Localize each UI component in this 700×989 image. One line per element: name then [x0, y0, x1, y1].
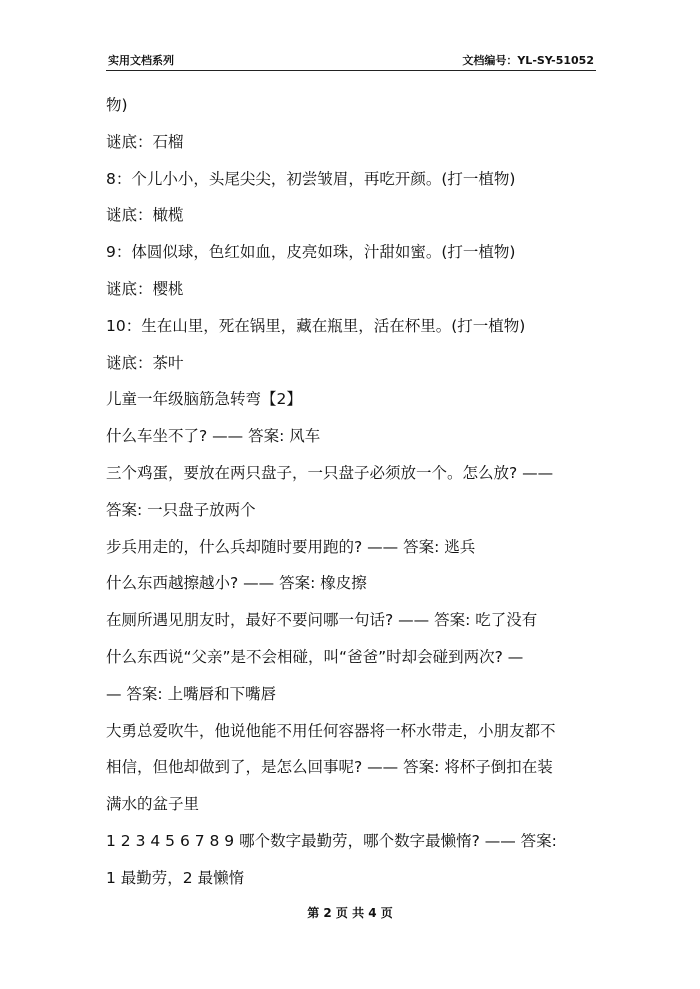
- text-line: — 答案: 上嘴唇和下嘴唇: [106, 684, 277, 703]
- document-number: 文档编号：YL-SY-51052: [462, 54, 594, 67]
- text-line: 1 2 3 4 5 6 7 8 9 哪个数字最勤劳，哪个数字最懒惰? —— 答案:: [106, 831, 557, 850]
- document-body: [106, 87, 600, 897]
- text-line: 谜底：石榴: [106, 132, 184, 151]
- text-line: 相信，但他却做到了，是怎么回事呢? —— 答案: 将杯子倒扣在装: [106, 758, 553, 777]
- text-line: 什么车坐不了? —— 答案: 风车: [106, 427, 321, 446]
- page-header: [106, 50, 596, 71]
- text-line: 谜底：橄榄: [106, 206, 184, 225]
- document-series-label: 实用文档系列: [108, 54, 174, 67]
- text-line: 10：生在山里，死在锅里，藏在瓶里，活在杯里。(打一植物): [106, 316, 526, 335]
- text-line: 三个鸡蛋，要放在两只盘子，一只盘子必须放一个。怎么放? ——: [106, 463, 554, 482]
- text-line: 谜底：茶叶: [106, 353, 184, 372]
- text-line: 满水的盆子里: [106, 795, 200, 814]
- text-line: 大勇总爱吹牛，他说他能不用任何容器将一杯水带走，小朋友都不: [106, 721, 556, 740]
- text-line: 8：个儿小小，头尾尖尖，初尝皱眉，再吃开颜。(打一植物): [106, 169, 516, 188]
- text-line: 在厕所遇见朋友时，最好不要问哪一句话? —— 答案: 吃了没有: [106, 611, 538, 630]
- text-line: 9：体圆似球，色红如血，皮亮如珠，汁甜如蜜。(打一植物): [106, 243, 516, 262]
- text-line: 物): [106, 96, 128, 114]
- section-heading: 儿童一年级脑筋急转弯【2】: [106, 390, 302, 409]
- text-line: 谜底：樱桃: [106, 279, 184, 298]
- text-line: 步兵用走的，什么兵却随时要用跑的? —— 答案: 逃兵: [106, 537, 476, 556]
- text-line: 1 最勤劳，2 最懒惰: [106, 868, 245, 887]
- page-number: 第 2 页 共 4 页: [307, 906, 393, 920]
- text-line: 什么东西越擦越小? —— 答案: 橡皮擦: [106, 574, 367, 593]
- text-line: 答案: 一只盘子放两个: [106, 500, 256, 519]
- text-line: 什么东西说“父亲”是不会相碰，叫“爸爸”时却会碰到两次? —: [106, 647, 524, 666]
